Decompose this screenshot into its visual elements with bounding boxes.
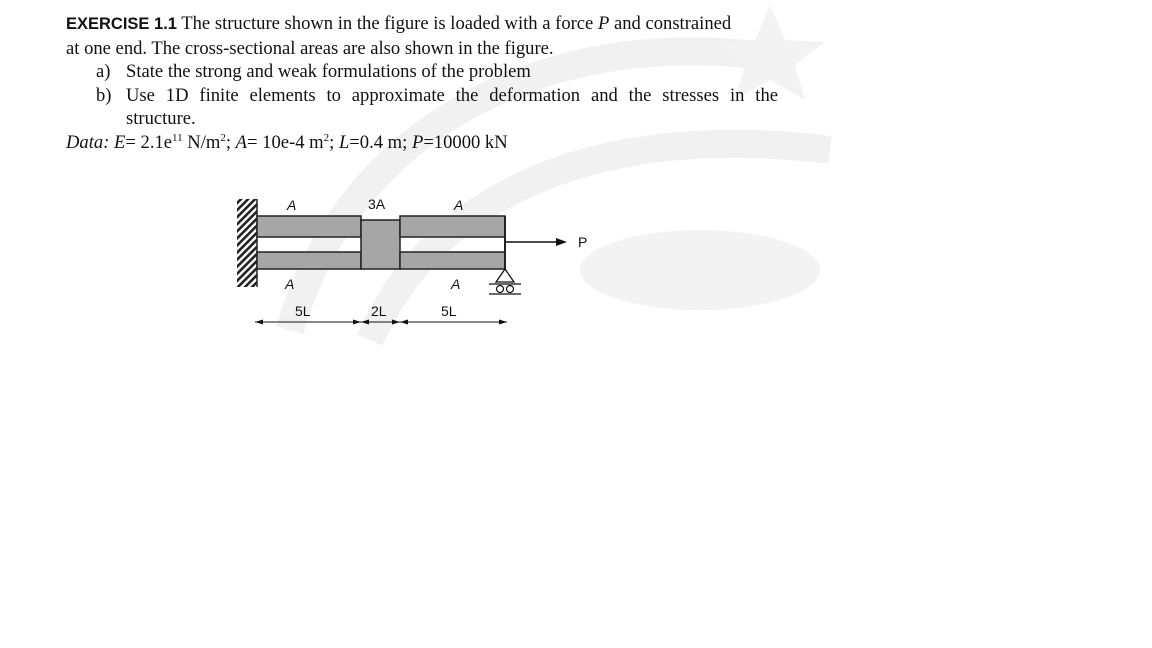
roller-support [496,269,514,282]
area-label-bottom-right: A [451,276,461,292]
structure-figure [225,185,605,335]
data-separator: ; [225,131,236,153]
dimension-arrowhead [392,320,400,325]
data-e-symbol: E [114,131,126,153]
bar-bottom-right [400,252,505,269]
data-l-value: =0.4 m; [349,131,412,153]
force-arrow-head [556,238,567,246]
data-e-unit-exponent: 2 [220,131,226,144]
list-item-continuation: structure. [126,108,196,129]
dimension-label-right: 5L [441,303,457,319]
data-p-value: =10000 kN [423,131,508,153]
dimension-arrowhead [255,320,263,325]
exercise-intro-force-symbol: P [597,13,610,34]
area-label-top-middle: 3A [368,196,386,212]
force-label: P [578,234,588,250]
area-label-top-right: A [454,197,464,213]
roller-wheel [497,286,504,293]
dimension-arrowhead [361,320,369,325]
dimension-arrowhead [353,320,361,325]
fixed-wall-support [237,199,257,287]
exercise-label: EXERCISE 1.1 [66,15,177,33]
dimension-label-left: 5L [295,303,311,319]
dimension-arrowhead [499,320,507,325]
exercise-intro-part-2: and constrained [609,13,732,34]
list-marker: b) [96,84,112,106]
bar-middle [361,220,400,269]
list-item [66,84,778,108]
data-e-value: = 2.1e [125,131,173,153]
data-a-value: = 10e-4 m [247,131,324,153]
dimension-label-middle: 2L [371,303,387,319]
data-a-symbol: A [235,131,248,153]
area-label-bottom-left: A [285,276,295,292]
list-item [66,60,778,84]
dimension-arrowhead [400,320,408,325]
list-marker: a) [96,61,111,82]
list-item-text: State the strong and weak formulations of the problem [126,61,531,82]
exercise-intro-part-1: The structure shown in the figure is loaded with a force [176,13,598,34]
data-e-unit: N/m [182,131,221,153]
exercise-line-2: at one end. The cross-sectional areas are also shown in the figure. [66,37,554,59]
bar-bottom-left [257,252,361,269]
exercise-line-1 [66,12,778,37]
data-a-unit-exponent: 2 [323,131,330,144]
roller-wheel [507,286,514,293]
data-label: Data: [66,131,115,153]
area-label-top-left: A [287,197,297,213]
bar-top-left [257,216,361,237]
data-separator: ; [329,131,339,153]
data-line [66,131,778,155]
data-e-exponent: 11 [172,131,183,144]
exercise-text [66,12,778,154]
bar-top-right [400,216,505,237]
list-item-text: Use 1D finite elements to approximate the deformation and the stresses in the [126,84,778,106]
data-p-symbol: P [411,131,424,153]
data-l-symbol: L [338,131,350,153]
